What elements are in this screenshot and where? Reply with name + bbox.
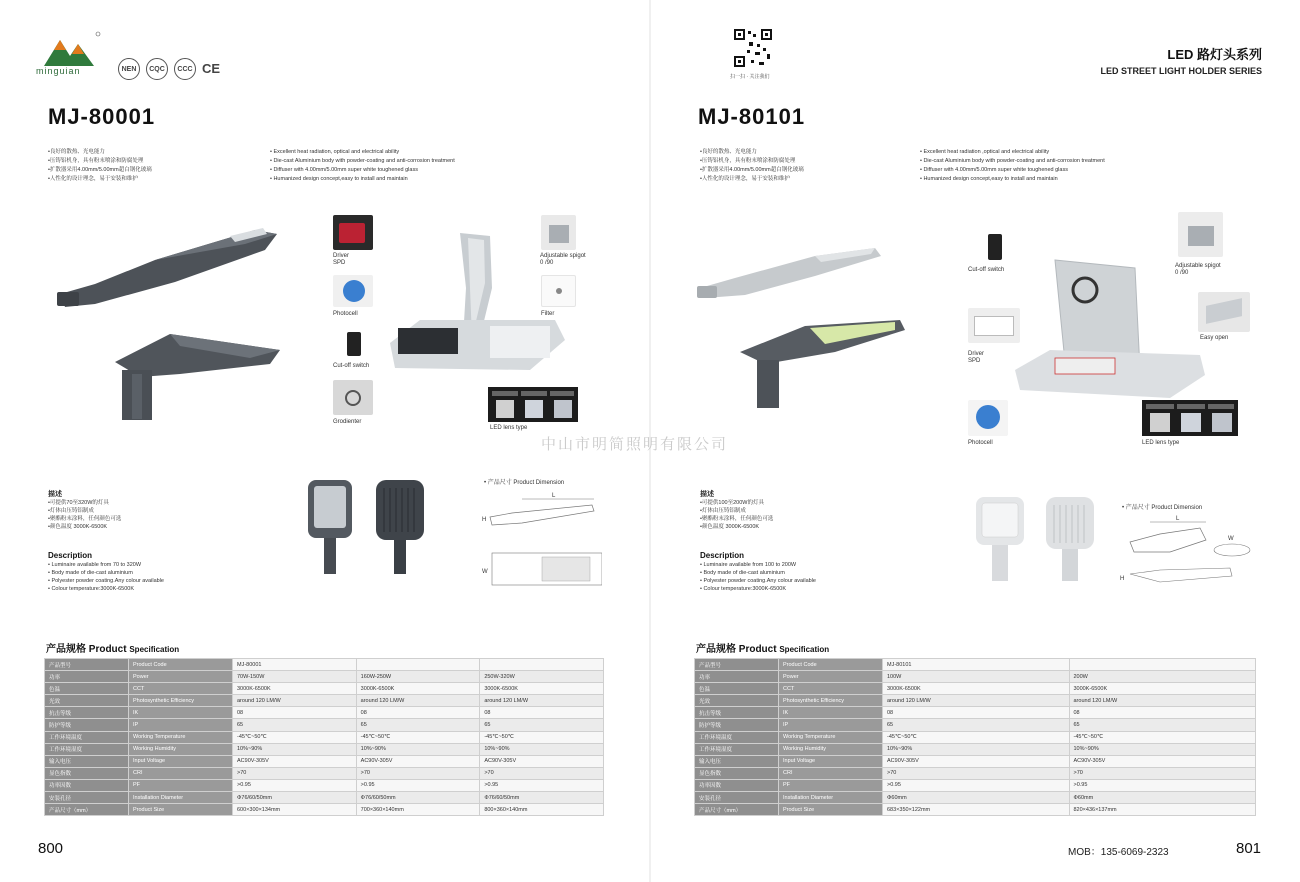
spec-label-en: Working Humidity — [779, 743, 883, 755]
part-label-grodienter: Grodienter — [333, 419, 362, 425]
spec-value: AC90V-305V — [356, 755, 480, 767]
spec-label-cn: 显色指数 — [45, 767, 129, 779]
spec-label-en: Power — [129, 671, 233, 683]
street-light-side-image — [695, 240, 885, 310]
spec-label-cn: 功率 — [45, 671, 129, 683]
spec-value: 3000K-6500K — [356, 683, 480, 695]
luminaire-back-image — [370, 478, 430, 576]
spec-value — [480, 659, 604, 671]
spec-value: 3000K-6500K — [480, 683, 604, 695]
table-row — [695, 767, 1256, 779]
description-title: Description — [700, 551, 745, 560]
spec-label-en: IP — [779, 719, 883, 731]
table-row — [695, 804, 1256, 816]
spec-value: 08 — [233, 707, 357, 719]
spec-value: AC90V-305V — [883, 755, 1070, 767]
spec-value: 08 — [480, 707, 604, 719]
spec-value: 65 — [356, 719, 480, 731]
spec-value: >0.95 — [356, 779, 480, 791]
spec-label-cn: 显色指数 — [695, 767, 779, 779]
dimension-label: • 产品尺寸 Product Dimension — [1122, 505, 1203, 511]
spec-label-en: Power — [779, 671, 883, 683]
spec-value: 10%~90% — [480, 743, 604, 755]
part-label-spigot: Adjustable spigot 0 /90 — [540, 253, 586, 266]
spec-label-en: IP — [129, 719, 233, 731]
driver-spd-thumb — [333, 215, 373, 250]
spec-label-cn: 功率因数 — [695, 779, 779, 791]
spec-label-en: Input Voltage — [129, 755, 233, 767]
spec-value: >70 — [883, 767, 1070, 779]
svg-text:W: W — [1228, 536, 1234, 542]
luminaire-back-image — [1042, 495, 1098, 585]
spec-value: -45℃~50℃ — [883, 731, 1070, 743]
spec-value: AC90V-305V — [1069, 755, 1256, 767]
table-row — [45, 719, 604, 731]
spec-value: -45℃~50℃ — [480, 731, 604, 743]
spec-label-cn: 光效 — [695, 695, 779, 707]
series-title-en: LED STREET LIGHT HOLDER SERIES — [1100, 66, 1262, 76]
spec-label-en: Photosynthetic Efficiency — [129, 695, 233, 707]
spec-value: around 120 LM/W — [356, 695, 480, 707]
spec-value: 800×360×140mm — [480, 804, 604, 816]
spec-value: Φ76/60/50mm — [233, 792, 357, 804]
spec-value: 10%~90% — [883, 743, 1070, 755]
spec-label-cn: 抗击等级 — [695, 707, 779, 719]
spec-label-cn: 产品尺寸（mm） — [45, 804, 129, 816]
dimension-label: • 产品尺寸 Product Dimension — [484, 480, 565, 486]
spec-value: -45℃~50℃ — [356, 731, 480, 743]
spec-value: >0.95 — [480, 779, 604, 791]
spec-value: 10%~90% — [1069, 743, 1256, 755]
spec-label-cn: 工作环境温度 — [695, 731, 779, 743]
table-row — [45, 671, 604, 683]
table-row — [45, 659, 604, 671]
spec-table — [44, 658, 604, 816]
dimension-drawing — [482, 487, 602, 587]
photocell-thumb — [333, 275, 373, 307]
spec-value: >70 — [233, 767, 357, 779]
spec-value: >0.95 — [883, 779, 1070, 791]
spec-label-en: PF — [129, 779, 233, 791]
table-row — [45, 731, 604, 743]
svg-text:W: W — [482, 569, 488, 575]
table-row — [695, 695, 1256, 707]
qr-code-icon — [733, 28, 773, 68]
table-row — [45, 804, 604, 816]
spec-value: 3000K-6500K — [233, 683, 357, 695]
cutoff-switch-thumb — [980, 232, 1010, 262]
description-en-list: • Luminaire available from 100 to 200W • Body made of die-cast aluminium • Polyester powder coating.Any colour available • Colour temperature:3000K-6500K — [700, 562, 816, 592]
spec-value: 3000K-6500K — [1069, 683, 1256, 695]
part-label-spigot: Adjustable spigot 0 /90 — [1175, 263, 1221, 276]
spec-value: 700×360×140mm — [356, 804, 480, 816]
spec-value: Φ76/60/50mm — [480, 792, 604, 804]
spec-value: around 120 LM/W — [480, 695, 604, 707]
spec-value — [356, 659, 480, 671]
spec-label-en: Working Humidity — [129, 743, 233, 755]
spec-label-en: Product Size — [779, 804, 883, 816]
features-en: • Excellent heat radiation, optical and electrical ability • Die-cast Aluminium body with powder-coating and anti-corrosion treatment • Diffuser with 4.00mm/5.00mm super white toughened glass • Humanized design concept,easy to install and maintain — [270, 149, 455, 182]
spec-value: 08 — [883, 707, 1070, 719]
certification-marks — [118, 58, 220, 80]
spec-value: -45℃~50℃ — [233, 731, 357, 743]
table-row — [695, 659, 1256, 671]
spec-value: Φ76/60/50mm — [356, 792, 480, 804]
street-light-angle-image — [735, 312, 915, 412]
spec-value: 600×300×134mm — [233, 804, 357, 816]
description-cn-list: •可提供70至320W的灯具 •灯体由压铸铝制成 •聚酯粉末涂料，任何颜色可选 •颜色温度 3000K-6500K — [48, 500, 122, 530]
spec-title: 产品规格 Product Specification — [46, 644, 180, 655]
part-label-lens: LED lens type — [490, 425, 528, 431]
spec-title: 产品规格 Product Specification — [696, 644, 830, 655]
spec-label-cn: 色温 — [45, 683, 129, 695]
part-label-easyopen: Easy open — [1200, 335, 1229, 341]
spec-value: 683×350×122mm — [883, 804, 1070, 816]
part-label-cutoff: Cut-off switch — [333, 363, 370, 369]
table-row — [695, 731, 1256, 743]
features-cn: •良好的散热、光电能力 •压铸铝机身，具有粉末喷涂和防腐处理 •扩散器采用4.00mm/5.00mm超白钢化玻璃 •人性化的设计理念，易于安装和维护 — [700, 149, 804, 182]
spec-value: AC90V-305V — [480, 755, 604, 767]
model-title: MJ-80001 — [48, 104, 156, 129]
led-lens-panel — [488, 387, 578, 422]
spec-value: >70 — [1069, 767, 1256, 779]
spec-label-cn: 抗击等级 — [45, 707, 129, 719]
part-label-photocell: Photocell — [333, 311, 358, 317]
spec-value: 10%~90% — [356, 743, 480, 755]
series-title-cn: LED 路灯头系列 — [1167, 47, 1262, 62]
model-title: MJ-80101 — [698, 104, 806, 129]
part-label-driver: Driver SPD — [333, 253, 349, 266]
spec-label-en: CCT — [129, 683, 233, 695]
spec-value: >70 — [356, 767, 480, 779]
spec-value: 65 — [883, 719, 1070, 731]
cutoff-switch-thumb — [333, 328, 373, 360]
spec-value: >0.95 — [1069, 779, 1256, 791]
qr-caption: 扫一扫 · 关注我们 — [730, 74, 770, 80]
spec-label-en: IK — [779, 707, 883, 719]
dimension-drawing — [1120, 512, 1260, 592]
mobile-contact: MOB：135-6069-2323 — [1068, 847, 1169, 858]
spec-value: Φ60mm — [1069, 792, 1256, 804]
table-row — [695, 792, 1256, 804]
spec-value: 70W-150W — [233, 671, 357, 683]
spec-label-en: Input Voltage — [779, 755, 883, 767]
street-light-angle-image — [110, 322, 290, 422]
spec-label-cn: 色温 — [695, 683, 779, 695]
spec-label-cn: 工作环境温度 — [45, 731, 129, 743]
spec-value: 820×436×137mm — [1069, 804, 1256, 816]
spec-value: MJ-80101 — [883, 659, 1070, 671]
spec-value: around 120 LM/W — [233, 695, 357, 707]
spec-label-en: Installation Diameter — [129, 792, 233, 804]
table-row — [45, 792, 604, 804]
description-cn-title: 描述 — [700, 491, 714, 498]
spec-label-en: Working Temperature — [129, 731, 233, 743]
spec-label-cn: 工作环境湿度 — [45, 743, 129, 755]
spec-value: 250W-320W — [480, 671, 604, 683]
table-row — [45, 707, 604, 719]
cert-nen-icon: NEN — [118, 58, 140, 80]
easy-open-thumb — [1198, 292, 1250, 332]
grodienter-thumb — [333, 380, 373, 415]
spec-value: Φ60mm — [883, 792, 1070, 804]
spec-label-en: IK — [129, 707, 233, 719]
table-row — [695, 707, 1256, 719]
cert-cqc-icon: CQC — [146, 58, 168, 80]
cert-ce-icon: CE — [202, 61, 221, 76]
spec-label-cn: 安装孔径 — [45, 792, 129, 804]
table-row — [695, 671, 1256, 683]
spec-value: 65 — [480, 719, 604, 731]
luminaire-front-image — [972, 495, 1028, 585]
table-row — [695, 779, 1256, 791]
spec-value: 08 — [356, 707, 480, 719]
spec-label-cn: 功率因数 — [45, 779, 129, 791]
features-en: • Excellent heat radiation ,optical and electrical ability • Die-cast Aluminium body with powder-coating and anti-corrosion treatment • Diffuser with 4.00mm/5.00mm super white toughened glass • Humanized design concept,easy to install and maintain — [920, 149, 1105, 182]
part-label-filter: Filter — [541, 311, 555, 317]
description-title: Description — [48, 551, 93, 560]
spec-value: >0.95 — [233, 779, 357, 791]
table-row — [45, 755, 604, 767]
street-light-side-image — [55, 222, 285, 322]
table-row — [695, 719, 1256, 731]
spec-label-cn: 安装孔径 — [695, 792, 779, 804]
svg-text:L: L — [552, 493, 556, 499]
photocell-thumb — [968, 400, 1008, 436]
svg-text:H: H — [1120, 576, 1125, 582]
table-row — [45, 683, 604, 695]
part-label-driver: Driver SPD — [968, 351, 984, 364]
spec-label-en: Installation Diameter — [779, 792, 883, 804]
spec-value: MJ-80001 — [233, 659, 357, 671]
page-right — [650, 0, 1300, 882]
spec-value: 08 — [1069, 707, 1256, 719]
spec-table — [694, 658, 1256, 816]
table-row — [695, 755, 1256, 767]
spec-value: 3000K-6500K — [883, 683, 1070, 695]
spec-label-cn: 产品型号 — [695, 659, 779, 671]
luminaire-front-image — [300, 478, 360, 576]
spec-label-en: CRI — [129, 767, 233, 779]
spec-label-cn: 产品型号 — [45, 659, 129, 671]
cert-ccc-icon: CCC — [174, 58, 196, 80]
spec-value: 160W-250W — [356, 671, 480, 683]
spec-value: 65 — [233, 719, 357, 731]
part-label-lens: LED lens type — [1142, 440, 1180, 446]
spec-label-en: CCT — [779, 683, 883, 695]
spec-value: >70 — [480, 767, 604, 779]
spec-label-en: Product Code — [779, 659, 883, 671]
page-number: 801 — [1236, 840, 1262, 857]
description-cn-title: 描述 — [48, 491, 62, 498]
spec-value: AC90V-305V — [233, 755, 357, 767]
spec-value — [1069, 659, 1256, 671]
spec-label-cn: 光效 — [45, 695, 129, 707]
led-lens-panel — [1142, 400, 1238, 436]
spec-label-en: Product Code — [129, 659, 233, 671]
spec-value: around 120 LM/W — [883, 695, 1070, 707]
spec-label-cn: 防护等级 — [695, 719, 779, 731]
description-cn-list: •可提供100至200W的灯具 •灯体由压铸铝制成 •聚酯粉末涂料，任何颜色可选 •颜色温度 3000K-6500K — [700, 500, 774, 530]
table-row — [45, 767, 604, 779]
spec-label-cn: 输入电压 — [45, 755, 129, 767]
spec-label-en: CRI — [779, 767, 883, 779]
spec-label-cn: 功率 — [695, 671, 779, 683]
adjustable-spigot-thumb — [541, 215, 576, 250]
svg-text:L: L — [1176, 516, 1180, 522]
spec-label-en: Product Size — [129, 804, 233, 816]
table-row — [45, 743, 604, 755]
spec-label-cn: 产品尺寸（mm） — [695, 804, 779, 816]
table-row — [45, 695, 604, 707]
adjustable-spigot-thumb — [1178, 212, 1223, 257]
table-row — [695, 683, 1256, 695]
spec-value: 65 — [1069, 719, 1256, 731]
spec-label-en: Photosynthetic Efficiency — [779, 695, 883, 707]
part-label-photocell: Photocell — [968, 440, 993, 446]
spec-value: 100W — [883, 671, 1070, 683]
part-label-cutoff: Cut-off switch — [968, 267, 1005, 273]
watermark: 中山市明简照明有限公司 — [541, 436, 729, 453]
filter-thumb — [541, 275, 576, 307]
table-row — [695, 743, 1256, 755]
spec-label-cn: 输入电压 — [695, 755, 779, 767]
spec-label-en: PF — [779, 779, 883, 791]
table-row — [45, 779, 604, 791]
page-number: 800 — [38, 840, 64, 857]
spec-value: around 120 LM/W — [1069, 695, 1256, 707]
spec-label-cn: 防护等级 — [45, 719, 129, 731]
brand-name: minguian — [36, 66, 81, 76]
spec-label-en: Working Temperature — [779, 731, 883, 743]
svg-text:H: H — [482, 517, 487, 523]
spec-value: -45℃~50℃ — [1069, 731, 1256, 743]
spec-label-cn: 工作环境湿度 — [695, 743, 779, 755]
spec-value: 200W — [1069, 671, 1256, 683]
spec-value: 10%~90% — [233, 743, 357, 755]
features-cn: •良好的散热、光电能力 •压铸铝机身，具有粉末喷涂和防腐处理 •扩散器采用4.00mm/5.00mm超白钢化玻璃 •人性化的设计理念，易于安装和维护 — [48, 149, 152, 182]
description-en-list: • Luminaire available from 70 to 320W • Body made of die-cast aluminium • Polyester powder coating.Any colour available • Colour temperature:3000K-6500K — [48, 562, 164, 592]
